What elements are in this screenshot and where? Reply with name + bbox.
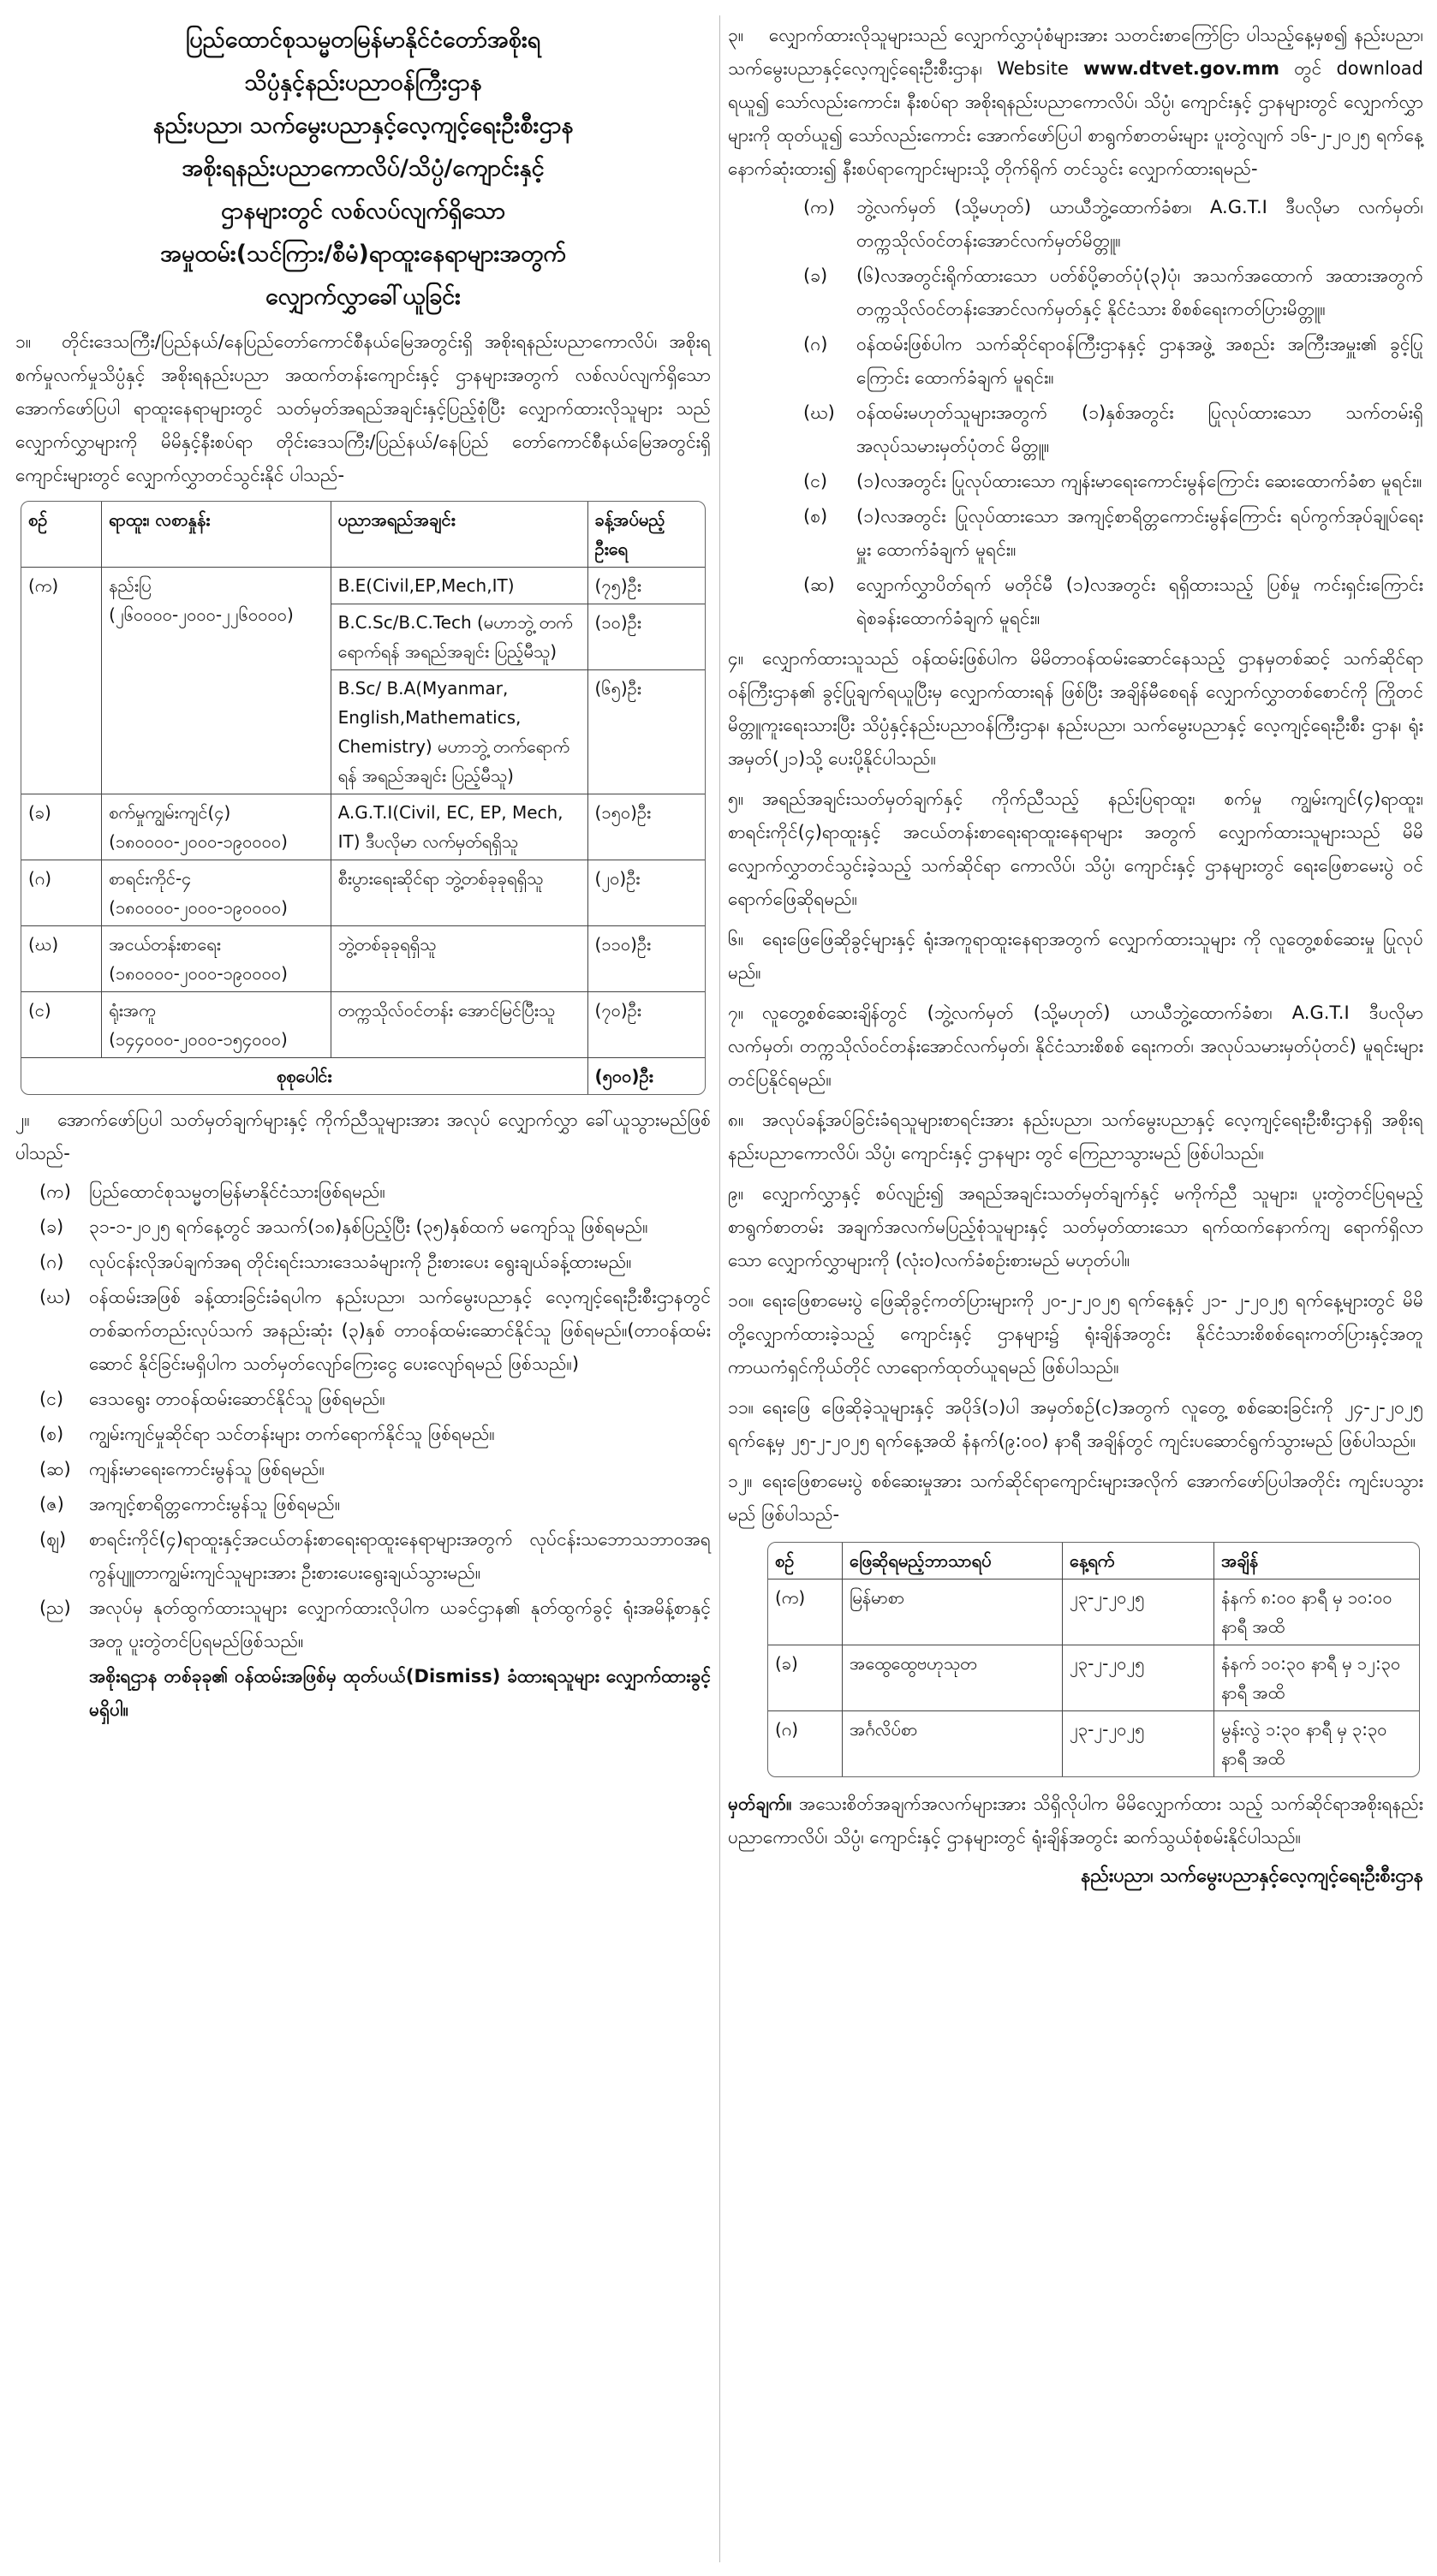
title-line-3: နည်းပညာ၊ သက်မွေးပညာနှင့်လေ့ကျင့်ရေးဦးစီးဌာန — [152, 112, 574, 139]
list-item — [728, 328, 1423, 395]
section-number: ၉။ — [728, 1183, 744, 1204]
title-line-6: အမှုထမ်း(သင်ကြား/စီမံ)ရာထူးနေရာများအတွက် — [160, 241, 566, 267]
cell-no: (ဂ) — [768, 1711, 843, 1777]
title-line-5: ဌာနများတွင် လစ်လပ်လျက်ရှိသော — [221, 198, 505, 224]
list-item — [728, 465, 1423, 498]
exam-table-frame — [767, 1542, 1420, 1777]
section-number: ၆။ — [728, 929, 744, 949]
list-item — [15, 1175, 711, 1209]
list-item — [15, 1453, 711, 1486]
table-row — [21, 926, 705, 992]
note-text: အသေးစိတ်အချက်အလက်များအား သိရှိလိုပါက မိမိလျှောက်ထား သည့် သက်ဆိုင်ရာအစိုးရနည်းပညာကောလိပ်၊ သိပ္ပံ၊ ကျောင်းနှင့် ဌာနများတွင် ရုံးချိန်အတွင်း ဆက်သွယ်စုံစမ်းနိုင်ပါသည်။ — [728, 1794, 1423, 1847]
col-header-subject: ဖြေဆိုရမည့်ဘာသာရပ် — [843, 1543, 1063, 1580]
cell-qualification: A.G.T.I(Civil, EC, EP, Mech, IT) ဒီပလိုမာ လက်မှတ်ရရှိသူ — [331, 794, 587, 860]
notice-title — [15, 19, 711, 318]
cell-qualification: B.C.Sc/B.C.Tech (မဟာဘွဲ့ တက်ရောက်ရန် အရည်အချင်း ပြည့်မီသူ) — [331, 604, 587, 670]
col-header-date: နေ့ရက် — [1063, 1543, 1214, 1580]
positions-table-frame — [21, 501, 706, 1095]
section-10 — [728, 1284, 1423, 1384]
cell-count: (၇၀)ဦး — [587, 992, 705, 1058]
item-marker: (စ) — [39, 1424, 64, 1444]
item-marker: (ည) — [39, 1597, 71, 1618]
cell-post: နည်းပြ (၂၆၀၀၀၀-၂၀၀၀-၂၂၆၀၀၀၀) — [102, 568, 331, 794]
cell-qualification: B.E(Civil,EP,Mech,IT) — [331, 568, 587, 604]
table-row — [768, 1711, 1419, 1777]
cell-date: ၂၃-၂-၂၀၂၅ — [1063, 1645, 1214, 1711]
cell-count: (၇၅)ဦး — [587, 568, 705, 604]
list-item — [728, 259, 1423, 326]
col-header-post: ရာထူး၊ လစာနှုန်း — [102, 502, 331, 568]
note — [728, 1788, 1423, 1854]
total-label: စုစုပေါင်း — [21, 1058, 587, 1095]
cell-qualification: တက္ကသိုလ်ဝင်တန်း အောင်မြင်ပြီးသူ — [331, 992, 587, 1058]
title-line-7: လျှောက်လွှာခေါ်ယူခြင်း — [265, 283, 461, 310]
section-6 — [728, 923, 1423, 990]
list-item — [728, 191, 1423, 258]
item-text: ၃၁-၁-၂၀၂၅ ရက်နေ့တွင် အသက်(၁၈)နှစ်ပြည့်ပြီး (၃၅)နှစ်ထက် မကျော်သူ ဖြစ်ရမည်။ — [89, 1217, 648, 1237]
item-marker: (င) — [39, 1389, 64, 1409]
section-number: ၂။ — [15, 1110, 30, 1130]
column-divider — [719, 15, 720, 2562]
section-1 — [15, 325, 711, 492]
table-row — [21, 568, 705, 604]
exam-schedule-table — [768, 1543, 1419, 1776]
item-marker: (ခ) — [39, 1217, 64, 1237]
title-line-2: သိပ္ပံနှင့်နည်းပညာဝန်ကြီးဌာန — [244, 69, 482, 96]
item-marker: (က) — [39, 1181, 71, 1202]
section-text: လျှောက်ထားလိုသူများသည် လျှောက်လွှာပုံစံများအား သတင်းစာကြော်ငြာ ပါသည့်နေ့မှစ၍ နည်းပညာ၊ သက်မွေးပညာနှင့်လေ့ကျင့်ရေးဦးစီးဌာန၊ Website — [728, 25, 1423, 79]
section-text: ရေးဖြေစာမေးပွဲ စစ်ဆေးမှုအား သက်ဆိုင်ရာကျောင်းများအလိုက် အောက်ဖော်ပြပါအတိုင်း ကျင်းပသွားမည် ဖြစ်ပါသည်- — [728, 1471, 1423, 1525]
item-text: (၁)လအတွင်း ပြုလုပ်ထားသော ကျန်းမာရေးကောင်းမွန်ကြောင်း ဆေးထောက်ခံစာ မူရင်း။ — [856, 471, 1422, 491]
item-marker: (က) — [803, 197, 835, 217]
table-row — [768, 1580, 1419, 1645]
issuing-department: နည်းပညာ၊ သက်မွေးပညာနှင့်လေ့ကျင့်ရေးဦးစီးဌာန — [1081, 1865, 1423, 1887]
notice-page — [15, 7, 1423, 2567]
positions-table — [21, 502, 705, 1094]
cell-count: (၁၀)ဦး — [587, 604, 705, 670]
list-item — [15, 1211, 711, 1244]
item-text: လျှောက်လွှာပိတ်ရက် မတိုင်မီ (၁)လအတွင်း ရရှိထားသည့် ပြစ်မှု ကင်းရှင်းကြောင်း ရဲစခန်းထောက်ခံချက် မူရင်း။ — [856, 574, 1423, 628]
section-number: ၅။ — [728, 788, 744, 809]
section-11 — [728, 1391, 1423, 1458]
item-text: ကျန်းမာရေးကောင်းမွန်သူ ဖြစ်ရမည်။ — [89, 1459, 325, 1479]
section-4 — [728, 642, 1423, 776]
cell-qualification: B.Sc/ B.A(Myanmar, English,Mathematics, Chemistry) မဟာဘွဲ့ တက်ရောက်ရန် အရည်အချင်း ပြည့်မီသူ) — [331, 670, 587, 794]
section-text: ရေးဖြေဖြေဆိုခွင့်များနှင့် ရုံးအကူရာထူးနေရာအတွက် လျှောက်ထားသူများ ကို လူတွေ့စစ်ဆေးမှု ပြုလုပ်မည်။ — [728, 929, 1423, 983]
cell-no: (ခ) — [768, 1645, 843, 1711]
list-item — [15, 1523, 711, 1590]
cell-subject: မြန်မာစာ — [843, 1580, 1063, 1645]
list-item-bold — [15, 1660, 711, 1727]
item-text: အလုပ်မှ နုတ်ထွက်ထားသူများ လျှောက်ထားလိုပါက ယခင်ဌာန၏ နုတ်ထွက်ခွင့် ရုံးအမိန့်စာနှင့်အတူ ပူးတွဲတင်ပြရမည်ဖြစ်သည်။ — [89, 1597, 711, 1651]
section-text: အရည်အချင်းသတ်မှတ်ချက်နှင့် ကိုက်ညီသည့် နည်းပြရာထူး၊ စက်မှု ကျွမ်းကျင်(၄)ရာထူး၊ စာရင်းကိုင်(၄)ရာထူးနှင့် အငယ်တန်းစာရေးရာထူးနေရာများ အတွက် လျှောက်ထားသူများသည် မိမိ လျှောက်လွှာတင်သွင်းခဲ့သည့် သက်ဆိုင်ရာ ကောလိပ်၊ သိပ္ပံ၊ ကျောင်းနှင့် ဌာနများတွင် ရေးဖြေစာမေးပွဲ ဝင်ရောက်ဖြေဆိုရမည်။ — [728, 788, 1423, 909]
left-column — [15, 7, 711, 1728]
section-number: ၁။ — [15, 331, 32, 352]
list-item — [15, 1488, 711, 1521]
list-item — [728, 500, 1423, 567]
cell-time: နံနက် ၈:၀၀ နာရီ မှ ၁၀:၀၀ နာရီ အထိ — [1214, 1580, 1420, 1645]
section-text: ရေးဖြေ ဖြေဆိုခဲ့သူများနှင့် အပိုဒ်(၁)ပါ အမှတ်စဉ်(င)အတွက် လူတွေ့ စစ်ဆေးခြင်းကို ၂၄-၂-၂၀၂၅ ရက်နေ့မှ ၂၅-၂-၂၀၂၅ ရက်နေ့အထိ နံနက်(၉:၀၀) နာရီ အချိန်တွင် ကျင်းပဆောင်ရွက်သွားမည် ဖြစ်ပါသည်။ — [728, 1397, 1423, 1451]
section-5 — [728, 782, 1423, 916]
cell-qualification: စီးပွားရေးဆိုင်ရာ ဘွဲ့တစ်ခုခုရရှိသူ — [331, 860, 587, 926]
cell-subject: အထွေထွေဗဟုသုတ — [843, 1645, 1063, 1711]
title-line-1: ပြည်ထောင်စုသမ္မတမြန်မာနိုင်ငံတော်အစိုးရ — [185, 27, 541, 53]
section-text: တိုင်းဒေသကြီး/ပြည်နယ်/နေပြည်တော်ကောင်စီနယ်မြေအတွင်းရှိ အစိုးရနည်းပညာကောလိပ်၊ အစိုးရစက်မှုလက်မှုသိပ္ပံနှင့် အစိုးရနည်းပညာ အထက်တန်းကျောင်းနှင့် ဌာနများအတွက် လစ်လပ်လျက်ရှိသော အောက်ဖော်ပြပါ ရာထူးနေရာများတွင် သတ်မှတ်အရည်အချင်းနှင့်ပြည့်စုံပြီး လျှောက်ထားလိုသူများ သည် လျှောက်လွှာများကို မိမိနှင့်နီးစပ်ရာ တိုင်းဒေသကြီး/ပြည်နယ်/နေပြည် တော်ကောင်စီနယ်မြေအတွင်းရှိ ကျောင်းများတွင် လျှောက်လွှာတင်သွင်းနိုင် ပါသည်- — [15, 331, 711, 485]
section-7 — [728, 996, 1423, 1097]
col-header-qualification: ပညာအရည်အချင်း — [331, 502, 587, 568]
item-marker: (ဂ) — [803, 334, 828, 354]
item-text: (၆)လအတွင်းရိုက်ထားသော ပတ်စ်ပို့ဓာတ်ပုံ(၃)ပုံ၊ အသက်အထောက် အထားအတွက် တက္ကသိုလ်ဝင်တန်းအောင်လက်မှတ်နှင့် နိုင်ငံသား စိစစ်ရေးကတ်ပြားမိတ္တူ။ — [856, 265, 1423, 319]
right-column — [728, 7, 1423, 1891]
section-text: ရေးဖြေစာမေးပွဲ ဖြေဆိုခွင့်ကတ်ပြားများကို ၂၀-၂-၂၀၂၅ ရက်နေ့နှင့် ၂၁- ၂-၂၀၂၅ ရက်နေ့များတွင် မိမိတို့လျှောက်ထားခဲ့သည့် ကျောင်းနှင့် ဌာနများ၌ ရုံးချိန်အတွင်း နိုင်ငံသားစိစစ်ရေးကတ်ပြားနှင့်အတူ ကာယကံရှင်ကိုယ်တိုင် လာရောက်ထုတ်ယူရမည် ဖြစ်ပါသည်။ — [728, 1290, 1423, 1377]
item-marker: (ဂ) — [39, 1252, 64, 1272]
cell-no: (ဃ) — [21, 926, 102, 992]
item-marker: (စ) — [803, 506, 828, 527]
cell-qualification: ဘွဲ့တစ်ခုခုရရှိသူ — [331, 926, 587, 992]
section-text: လျှောက်လွှာနှင့် စပ်လျဉ်း၍ အရည်အချင်းသတ်မှတ်ချက်နှင့် မကိုက်ညီ သူများ၊ ပူးတွဲတင်ပြရမည့် စာရွက်စာတမ်း အချက်အလက်မပြည့်စုံသူများနှင့် သတ်မှတ်ထားသော ရက်ထက်နောက်ကျ ရောက်ရှိလာသော လျှောက်လွှာများကို (လုံးဝ)လက်ခံစဉ်းစားမည် မဟုတ်ပါ။ — [728, 1183, 1423, 1270]
cell-subject: အင်္ဂလိပ်စာ — [843, 1711, 1063, 1777]
list-item — [15, 1418, 711, 1451]
item-text: ဝန်ထမ်းဖြစ်ပါက သက်ဆိုင်ရာဝန်ကြီးဌာနနှင့် ဌာနအဖွဲ့ အစည်း အကြီးအမှူး၏ ခွင့်ပြုကြောင်း ထောက်ခံချက် မူရင်း။ — [856, 334, 1423, 388]
section-8 — [728, 1104, 1423, 1170]
item-text: ဝန်ထမ်းအဖြစ် ခန့်ထားခြင်းခံရပါက နည်းပညာ၊ သက်မွေးပညာနှင့် လေ့ကျင့်ရေးဦးစီးဌာနတွင် တစ်ဆက်တည်းလုပ်သက် အနည်းဆုံး (၃)နှစ် တာဝန်ထမ်းဆောင်နိုင်သူ ဖြစ်ရမည်။(တာဝန်ထမ်းဆောင် နိုင်ခြင်းမရှိပါက သတ်မှတ်လျော်ကြေးငွေ ပေးလျော်ရမည် ဖြစ်သည်။) — [89, 1287, 711, 1374]
section-number: ၁၁။ — [728, 1397, 754, 1418]
section-text: လူတွေ့စစ်ဆေးချိန်တွင် (ဘွဲ့လက်မှတ် (သို့မဟုတ်) ယာယီဘွဲ့ထောက်ခံစာ၊ A.G.T.I ဒီပလိုမာ လက်မှတ်၊ တက္ကသိုလ်ဝင်တန်းအောင်လက်မှတ်၊ နိုင်ငံသားစိစစ် ရေးကတ်၊ အလုပ်သမားမှတ်ပုံတင်) မူရင်းများ တင်ပြနိုင်ရမည်။ — [728, 1002, 1423, 1090]
item-marker: (င) — [803, 471, 828, 491]
list-item — [728, 396, 1423, 463]
item-marker: (ဃ) — [803, 402, 835, 423]
col-header-count: ခန့်အပ်မည့် ဦးရေ — [587, 502, 705, 568]
section-text: လျှောက်ထားသူသည် ဝန်ထမ်းဖြစ်ပါက မိမိတာဝန်ထမ်းဆောင်နေသည့် ဌာနမှတစ်ဆင့် သက်ဆိုင်ရာဝန်ကြီးဌာန၏ ခွင့်ပြုချက်ရယူပြီးမှ လျှောက်ထားရန် ဖြစ်ပြီး အချိန်မီစေရန် လျှောက်လွှာတစ်စောင်ကို ကြိုတင်မိတ္တူကူးရေးသားပြီး သိပ္ပံနှင့်နည်းပညာဝန်ကြီးဌာန၊ နည်းပညာ၊ သက်မွေးပညာနှင့် လေ့ကျင့်ရေးဦးစီး ဌာန၊ ရုံးအမှတ်(၂၁)သို့ ပေးပို့နိုင်ပါသည်။ — [728, 648, 1423, 769]
cell-no: (င) — [21, 992, 102, 1058]
item-marker: (ဆ) — [39, 1459, 71, 1479]
title-line-4: အစိုးရနည်းပညာကောလိပ်/သိပ္ပံ/ကျောင်းနှင့် — [182, 155, 545, 181]
item-text: အကျင့်စာရိတ္တကောင်းမွန်သူ ဖြစ်ရမည်။ — [89, 1494, 341, 1514]
cell-time: နံနက် ၁၀:၃၀ နာရီ မှ ၁၂:၃၀ နာရီ အထိ — [1214, 1645, 1420, 1711]
section-number: ၃။ — [728, 25, 744, 45]
cell-post: စာရင်းကိုင်-၄ (၁၈၀၀၀၀-၂၀၀၀-၁၉၀၀၀၀) — [102, 860, 331, 926]
item-text: ကျွမ်းကျင်မှုဆိုင်ရာ သင်တန်းများ တက်ရောက်နိုင်သူ ဖြစ်ရမည်။ — [89, 1424, 495, 1444]
section-number: ၁၂။ — [728, 1471, 753, 1491]
cell-post: အငယ်တန်းစာရေး (၁၈၀၀၀၀-၂၀၀၀-၁၉၀၀၀၀) — [102, 926, 331, 992]
section-number: ၁၀။ — [728, 1290, 754, 1311]
table-header-row — [768, 1543, 1419, 1580]
list-item — [15, 1383, 711, 1416]
cell-time: မွန်းလွဲ ၁:၃၀ နာရီ မှ ၃:၃၀ နာရီ အထိ — [1221, 1719, 1387, 1769]
cell-no: (က) — [21, 568, 102, 794]
note-label: မှတ်ချက်။ — [728, 1794, 792, 1814]
cell-date: ၂၃-၂-၂၀၂၅ — [1063, 1580, 1214, 1645]
item-text: (၁)လအတွင်း ပြုလုပ်ထားသော အကျင့်စာရိတ္တကောင်းမွန်ကြောင်း ရပ်ကွက်အုပ်ချုပ်ရေးမှူး ထောက်ခံချက် မူရင်း။ — [856, 506, 1423, 560]
item-text: လုပ်ငန်းလိုအပ်ချက်အရ တိုင်းရင်းသားဒေသခံများကို ဦးစားပေး ရွေးချယ်ခန့်ထားမည်။ — [89, 1252, 632, 1272]
item-text: ပြည်ထောင်စုသမ္မတမြန်မာနိုင်ငံသားဖြစ်ရမည်။ — [89, 1181, 385, 1202]
total-value: (၅၀၀)ဦး — [594, 1066, 653, 1086]
table-row — [21, 860, 705, 926]
section-text: အလုပ်ခန့်အပ်ခြင်းခံရသူများစာရင်းအား နည်းပညာ၊ သက်မွေးပညာနှင့် လေ့ကျင့်ရေးဦးစီးဌာနရှိ အစိုးရနည်းပညာကောလိပ်၊ သိပ္ပံ၊ ကျောင်းနှင့် ဌာနများ တွင် ကြေညာသွားမည် ဖြစ်ပါသည်။ — [728, 1110, 1423, 1163]
item-marker: (ဈ) — [39, 1529, 67, 1550]
list-item — [728, 568, 1423, 635]
col-header-no: စဉ် — [768, 1543, 843, 1580]
item-marker: (ခ) — [803, 265, 828, 286]
cell-count: (၁၅၀)ဦး — [587, 794, 705, 860]
section-3 — [728, 19, 1423, 186]
cell-no: (ခ) — [21, 794, 102, 860]
col-header-no: စဉ် — [21, 502, 102, 568]
cell-date: ၂၃-၂-၂၀၂၅ — [1063, 1711, 1214, 1777]
item-marker: (ဆ) — [803, 574, 835, 595]
cell-post: ရုံးအကူ (၁၄၄၀၀၀-၂၀၀၀-၁၅၄၀၀၀) — [102, 992, 331, 1058]
cell-count: (၂၀)ဦး — [587, 860, 705, 926]
col-header-time: အချိန် — [1214, 1543, 1420, 1580]
dismiss-warning: အစိုးရဌာန တစ်ခုခု၏ ဝန်ထမ်းအဖြစ်မှ ထုတ်ပယ်(Dismiss) ခံထားရသူများ လျှောက်ထားခွင့်မရှိပါ။ — [89, 1666, 711, 1720]
cell-post: စက်မှုကျွမ်းကျင်(၄) (၁၈၀၀၀၀-၂၀၀၀-၁၉၀၀၀၀) — [102, 794, 331, 860]
item-marker: (ဃ) — [39, 1287, 71, 1307]
item-text: ဘွဲ့လက်မှတ် (သို့မဟုတ်) ယာယီဘွဲ့ထောက်ခံစာ၊ A.G.T.I ဒီပလိုမာ လက်မှတ်၊ တက္ကသိုလ်ဝင်တန်းအောင်လက်မှတ်မိတ္တူ။ — [856, 197, 1423, 251]
list-item — [15, 1591, 711, 1658]
item-text: ဒေသရွေး တာဝန်ထမ်းဆောင်နိုင်သူ ဖြစ်ရမည်။ — [89, 1389, 385, 1409]
section-12 — [728, 1465, 1423, 1532]
table-header-row — [21, 502, 705, 568]
list-item — [15, 1246, 711, 1279]
cell-no: (ဂ) — [21, 860, 102, 926]
section-text: အောက်ဖော်ပြပါ သတ်မှတ်ချက်များနှင့် ကိုက်ညီသူများအား အလုပ် လျှောက်လွှာ ခေါ်ယူသွားမည်ဖြစ်ပါသည်- — [15, 1110, 711, 1163]
table-row — [768, 1645, 1419, 1711]
section-number: ၄။ — [728, 648, 744, 669]
section-9 — [728, 1177, 1423, 1277]
section-number: ၇။ — [728, 1002, 744, 1023]
website-link[interactable]: www.dtvet.gov.mm — [1083, 58, 1280, 79]
cell-count: (၆၅)ဦး — [587, 670, 705, 794]
list-item — [15, 1281, 711, 1381]
table-total-row — [21, 1058, 705, 1095]
cell-count: (၁၁၀)ဦး — [587, 926, 705, 992]
section-number: ၈။ — [728, 1110, 744, 1130]
table-row — [21, 992, 705, 1058]
section-text: တွင် download ရယူ၍ သော်လည်းကောင်း၊ နီးစပ်ရာ အစိုးရနည်းပညာကောလိပ်၊ သိပ္ပံ၊ ကျောင်းနှင့် ဌာနများတွင် လျှောက်လွှာများကို ထုတ်ယူ၍ သော်လည်းကောင်း အောက်ဖော်ပြပါ စာရွက်စာတမ်းများ ပူးတွဲလျက် ၁၆-၂-၂၀၂၅ ရက်နေ့ နောက်ဆုံးထား၍ နီးစပ်ရာကျောင်းများသို့ တိုက်ရိုက် တင်သွင်း လျှောက်ထားရမည်- — [728, 58, 1423, 179]
item-marker: (ဇ) — [39, 1494, 64, 1514]
table-row — [21, 794, 705, 860]
section-2 — [15, 1104, 711, 1170]
item-text: ဝန်ထမ်းမဟုတ်သူများအတွက် (၁)နှစ်အတွင်း ပြုလုပ်ထားသော သက်တမ်းရှိ အလုပ်သမားမှတ်ပုံတင် မိတ္တူ။ — [856, 402, 1423, 456]
cell-no: (က) — [768, 1580, 843, 1645]
item-text: စာရင်းကိုင်(၄)ရာထူးနှင့်အငယ်တန်းစာရေးရာထူးနေရာများအတွက် လုပ်ငန်းသဘောသဘာဝအရ ကွန်ပျူတာကျွမ်းကျင်သူများအား ဦးစားပေးရွေးချယ်သွားမည်။ — [89, 1529, 711, 1583]
